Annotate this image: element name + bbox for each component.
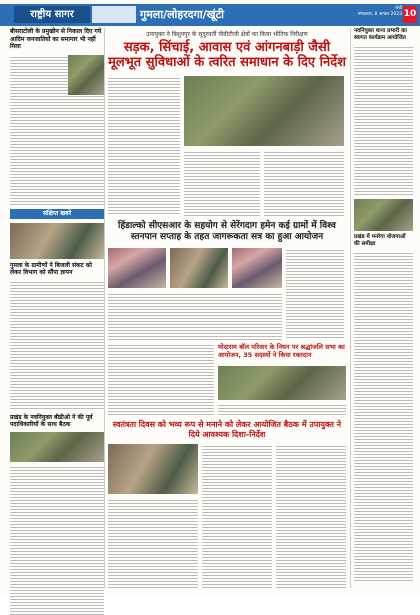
main-headline: सड़क, सिंचाई, आवास एवं आंगनबाड़ी जैसी मूलभूत सुविधाओं के त्वरित समाधान के दिए निर्देश (108, 40, 346, 70)
left-story3-photo (10, 432, 104, 462)
masthead (0, 4, 420, 26)
story2-body (108, 292, 282, 340)
story2-photo-1 (108, 248, 166, 288)
main-story-photo (184, 76, 344, 146)
main-story-body-col3 (264, 150, 344, 216)
story3-photo (218, 366, 346, 400)
section-title: गुमला/लोहरदगा/खूंटी (140, 8, 225, 21)
left-story1-headline: बीसराटोली के प्रमुखीन से निकाल दिए गये आदिम जनजातियों का समान्तर भी नहीं मिला (10, 28, 102, 50)
story2-photo-2 (170, 248, 228, 288)
masthead-ribbon (92, 6, 136, 23)
main-story-body-col2 (184, 150, 260, 216)
right-story2-headline: प्रखंड में मनरेगा योजनाओं की समीक्षा (354, 234, 406, 247)
right-story1-headline: नवनियुक्त थाना प्रभारी का स्वागत कार्यक्रम आयोजित (354, 28, 407, 41)
right-photo (354, 199, 413, 231)
story2-body-right (286, 248, 344, 340)
story4-headline: स्वतंत्रता दिवस को भव्य रूप से मनाने को लेकर आयोजित बैठक में उपायुक्त ने दिये आवश्यक दिशा-निर्देश (112, 420, 342, 439)
main-kicker: उपायुक्त ने बिशुनपुर के सुदूरवर्ती पीवीटीजी क्षेत्रों का किया भौतिक निरीक्षण (146, 31, 308, 38)
story4-body-left (108, 498, 198, 588)
story3-body (218, 403, 346, 417)
right-story1-body (354, 45, 413, 195)
left-story1-photo (68, 55, 104, 95)
right-column (350, 28, 413, 588)
left-story3-body (10, 465, 104, 615)
story2-photo-3 (232, 248, 282, 288)
story3-headline: मोदाराम बॉल परिवार के निधन पर श्रद्धांजलि सभा का आयोजन, 35 सदस्यों ने किया रक्तदान (218, 343, 345, 359)
city-label: रांची (394, 6, 402, 11)
story4-photo (108, 444, 198, 494)
story4-body-col1 (202, 444, 272, 588)
story2-headline: हिंडाल्को सीएसआर के सहयोग से सेरेंगदाग हमेन कई ग्रामों में विश्व स्तनपान सप्ताह के तहत जागरूकता सत्र का हुआ आयोजन (118, 221, 336, 242)
left-story2-body (10, 280, 104, 410)
left-mid-body (108, 343, 214, 417)
newspaper-logo: राष्ट्रीय सागर (14, 6, 90, 23)
right-story2-body (354, 251, 413, 581)
left-story2-headline: गुमला के ग्रामीणों ने बिजली संकट को लेकर विभाग को सौंपा ज्ञापन (10, 261, 92, 276)
masthead-dateline (340, 6, 402, 18)
left-story2-photo (10, 223, 104, 259)
left-story3-headline: प्रखंड के नवनियुक्त बीडीओ ने की पूर्व पदाधिकारियों के साथ बैठक (10, 413, 93, 428)
date-label: मंगलवार, 8 अगस्त 2023 (357, 12, 402, 17)
main-story-body-col1 (108, 76, 180, 216)
left-column (10, 28, 105, 588)
story4-body-col2 (276, 444, 346, 588)
left-banner: संक्षिप्त खबरें (10, 209, 104, 219)
page-number: 10 (403, 6, 417, 23)
